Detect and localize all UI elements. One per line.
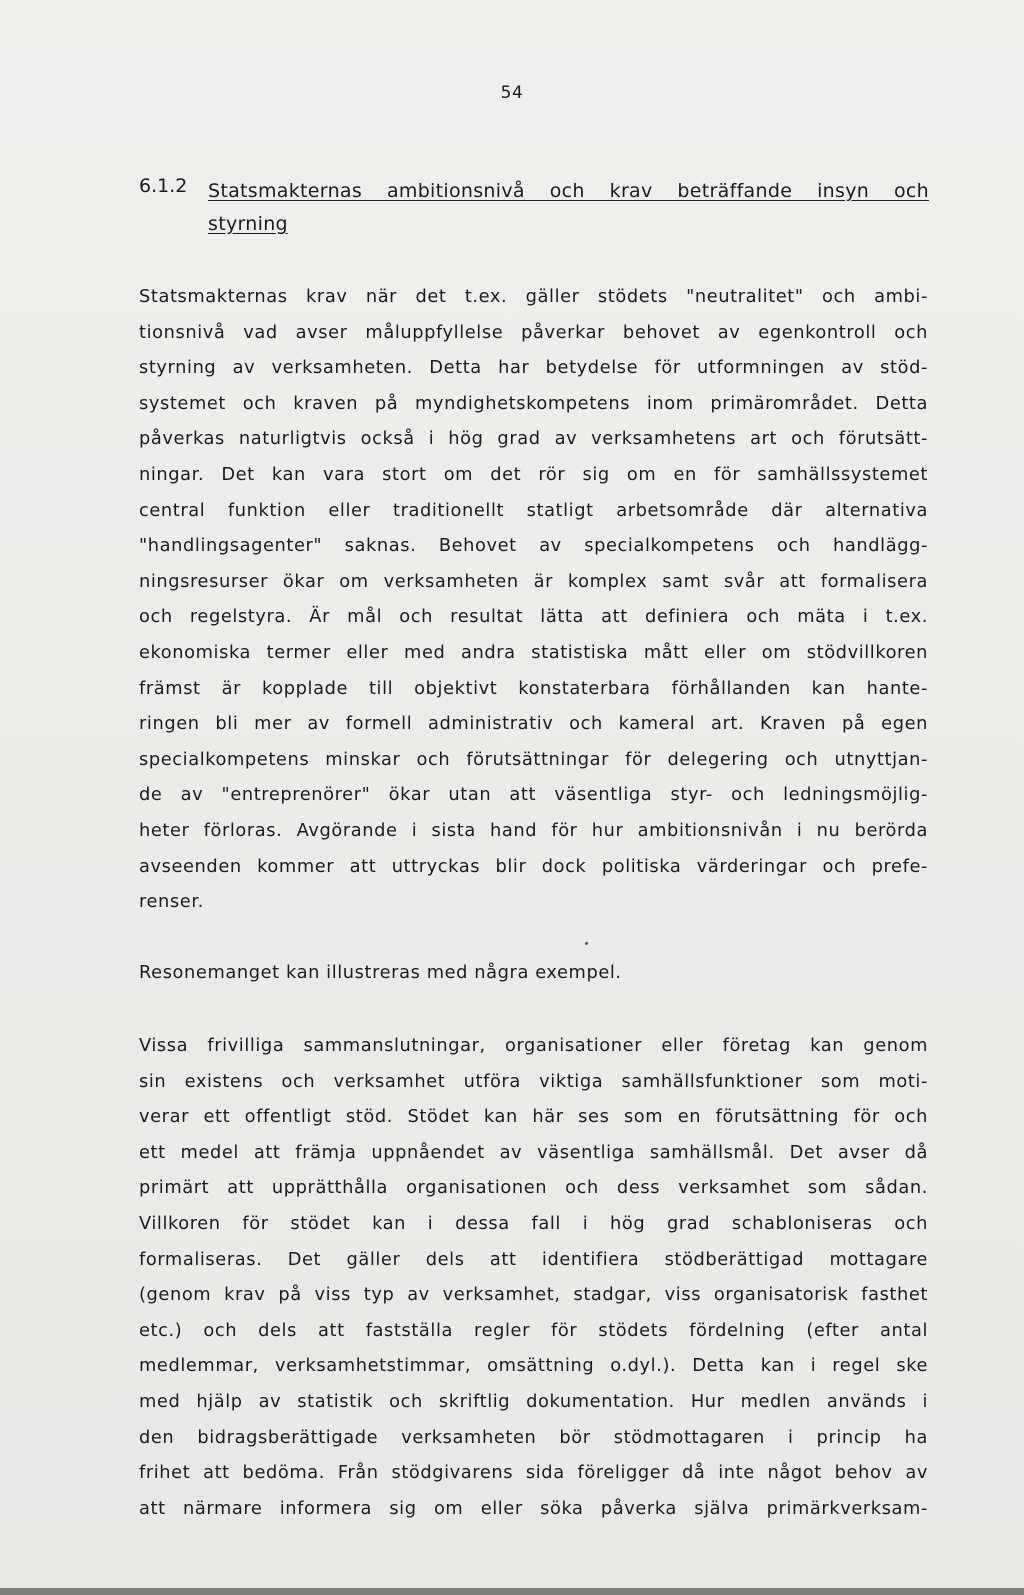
text-line: Statsmakternas krav när det t.ex. gäller stödets "neutralitet" och ambi- <box>139 286 928 307</box>
text-line: att närmare informera sig om eller söka påverka själva primärkverksam- <box>139 1497 928 1519</box>
text-line: specialkompetens minskar och förutsättningar för delegering och utnyttjan- <box>139 748 928 770</box>
text-line: påverkas naturligtvis också i hög grad av verksamhetens art och förutsätt- <box>139 428 928 450</box>
text-line: Vissa frivilliga sammanslutningar, organisationer eller företag kan genom <box>139 1035 928 1056</box>
text-line: "handlingsagenter" saknas. Behovet av specialkompetens och handlägg- <box>139 535 928 557</box>
section-number: 6.1.2 <box>139 175 188 197</box>
text-line: medlemmar, verksamhetstimmar, omsättning o.dyl.). Detta kan i regel ske <box>139 1355 928 1377</box>
text-line: tionsnivå vad avser måluppfyllelse påverkar behovet av egenkontroll och <box>139 321 928 343</box>
text-line: sin existens och verksamhet utföra viktiga samhällsfunktioner som moti- <box>139 1070 928 1092</box>
text-line: frihet att bedöma. Från stödgivarens sida föreligger då inte något behov av <box>139 1462 928 1484</box>
text-line: verar ett offentligt stöd. Stödet kan här ses som en förutsättning för och <box>139 1106 928 1128</box>
paragraph-voluntary-organisations <box>139 1028 928 1526</box>
text-line: etc.) och dels att fastställa regler för stödets fördelning (efter antal <box>139 1319 928 1341</box>
stray-mark <box>585 942 588 945</box>
text-line: primärt att upprätthålla organisationen och dess verksamhet som sådan. <box>139 1177 928 1199</box>
text-line: de av "entreprenörer" ökar utan att väsentliga styr- och ledningsmöjlig- <box>139 784 928 806</box>
paragraph-examples-intro <box>139 955 928 991</box>
text-line: formaliseras. Det gäller dels att identifiera stödberättigad mottagare <box>139 1248 928 1270</box>
text-line: styrning av verksamheten. Detta har betydelse för utformningen av stöd- <box>139 357 928 379</box>
text-line: ringen bli mer av formell administrativ och kameral art. Kraven på egen <box>139 713 928 735</box>
text-line: ningar. Det kan vara stort om det rör sig om en för samhällssystemet <box>139 463 928 485</box>
text-line: central funktion eller traditionellt statligt arbetsområde där alternativa <box>139 499 928 521</box>
paragraph-ambition-level <box>139 279 928 920</box>
text-line: systemet och kraven på myndighetskompetens inom primärområdet. Detta <box>139 392 928 414</box>
text-line: ett medel att främja uppnåendet av väsentliga samhällsmål. Det avser då <box>139 1141 928 1163</box>
text-line: (genom krav på viss typ av verksamhet, stadgar, viss organisatorisk fasthet <box>139 1284 928 1306</box>
text-line: främst är kopplade till objektivt konstaterbara förhållanden kan hante- <box>139 677 928 699</box>
text-line: Villkoren för stödet kan i dessa fall i hög grad schabloniseras och <box>139 1212 928 1234</box>
section-title-line: styrning <box>208 213 288 235</box>
text-line: ningsresurser ökar om verksamheten är komplex samt svår att formalisera <box>139 570 928 592</box>
text-line: med hjälp av statistik och skriftlig dokumentation. Hur medlen används i <box>139 1390 928 1412</box>
text-line: och regelstyra. Är mål och resultat lätta att definiera och mäta i t.ex. <box>139 606 928 628</box>
section-title <box>208 175 929 241</box>
text-line: ekonomiska termer eller med andra statistiska mått eller om stödvillkoren <box>139 641 928 663</box>
text-line: avseenden kommer att uttryckas blir dock politiska värderingar och prefe- <box>139 855 928 877</box>
text-line: den bidragsberättigade verksamheten bör stödmottagaren i princip ha <box>139 1426 928 1448</box>
page-number: 54 <box>500 83 524 103</box>
text-line: Resonemanget kan illustreras med några exempel. <box>139 962 622 983</box>
text-line: heter förloras. Avgörande i sista hand för hur ambitionsnivån i nu berörda <box>139 819 928 841</box>
text-line: renser. <box>139 891 204 913</box>
section-title-line: Statsmakternas ambitionsnivå och krav beträffande insyn och <box>208 180 929 202</box>
